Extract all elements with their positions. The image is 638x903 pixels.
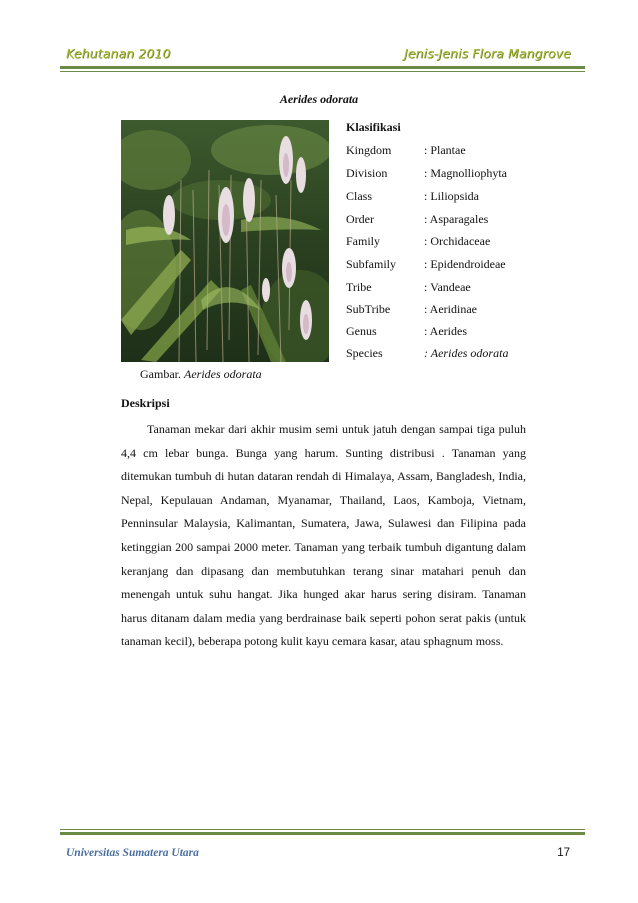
- caption-species: Aerides odorata: [184, 367, 262, 381]
- klasifikasi-value: : Aeridinae: [424, 302, 477, 316]
- orchid-photo: [121, 120, 329, 362]
- klasifikasi-key: Kingdom: [346, 143, 392, 157]
- klasifikasi-value: : Aerides: [424, 324, 467, 338]
- klasifikasi-key: Subfamily: [346, 257, 396, 271]
- deskripsi-paragraph: Tanaman mekar dari akhir musim semi untuk jatuh dengan sampai tiga puluh 4,4 cm lebar bunga. Bunga yang harum. Sunting distribusi . Tanaman yang ditemukan tumbuh di hutan dataran rendah di Himalaya, Assam, Bangladesh, India, Nepal, Kepulauan Andaman, Myanamar, Thailand, Laos, Kamboja, Vietnam, Penninsular Malaysia, Kalimantan, Sumatera, Jawa, Sulawesi dan Filipina pada ketinggian 200 sampai 2000 meter. Tanaman yang terbaik tumbuh digantung dalam keranjang dan dipasang dan membutuhkan terang sinar matahari penuh dan menengah untuk suhu hangat. Jika hunged akar harus sering disiram. Tanaman harus ditanam dalam media yang berdrainase baik seperti pohon serat pakis (untuk tanaman kecil), beberapa potong kulit kayu cemara kasar, atau sphagnum moss.: [121, 422, 526, 649]
- header-rule-thin: [60, 71, 585, 72]
- klasifikasi-key: Class: [346, 189, 373, 203]
- klasifikasi-key: SubTribe: [346, 302, 391, 316]
- klasifikasi-value: : Aerides odorata: [424, 346, 509, 360]
- klasifikasi-key: Division: [346, 166, 388, 180]
- caption-prefix: Gambar.: [140, 367, 181, 381]
- header-rule-thick: [60, 66, 585, 69]
- footer-university: Universitas Sumatera Utara: [66, 847, 199, 859]
- klasifikasi-value: : Magnolliophyta: [424, 166, 507, 180]
- klasifikasi-key: Genus: [346, 324, 377, 338]
- header-right-title: Jenis-Jenis Flora Mangrove: [404, 46, 571, 61]
- klasifikasi-key: Tribe: [346, 280, 372, 294]
- page-number: 17: [557, 847, 570, 859]
- klasifikasi-value: : Asparagales: [424, 212, 489, 226]
- klasifikasi-key: Species: [346, 346, 383, 360]
- klasifikasi-key: Order: [346, 212, 374, 226]
- footer-rule-thick: [60, 832, 585, 835]
- klasifikasi-value: : Plantae: [424, 143, 466, 157]
- klasifikasi-value: : Liliopsida: [424, 189, 479, 203]
- page-title: Aerides odorata: [279, 92, 359, 106]
- klasifikasi-key: Family: [346, 234, 381, 248]
- klasifikasi-value: : Epidendroideae: [424, 257, 506, 271]
- header-left-title: Kehutanan 2010: [66, 46, 171, 61]
- klasifikasi-heading: Klasifikasi: [346, 120, 401, 134]
- footer-rule-thin: [60, 829, 585, 830]
- figure-caption: [140, 367, 262, 382]
- klasifikasi-value: : Vandeae: [424, 280, 471, 294]
- deskripsi-heading: Deskripsi: [121, 396, 170, 410]
- klasifikasi-value: : Orchidaceae: [424, 234, 491, 248]
